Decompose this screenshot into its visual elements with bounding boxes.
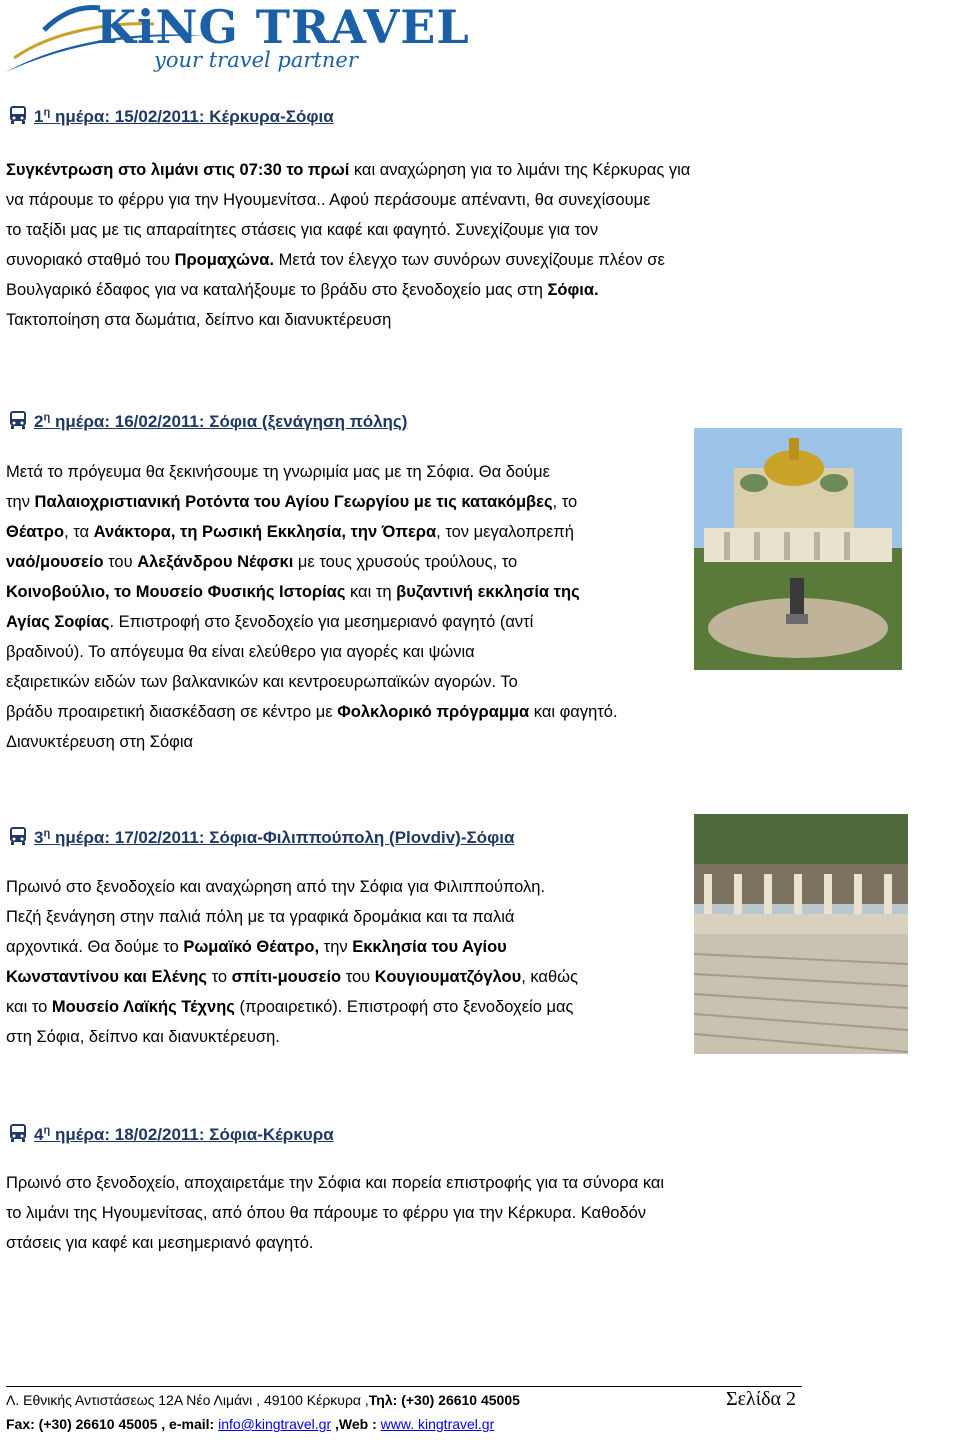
fax-text: Fax: (+30) 26610 45005 , e-mail: [6,1416,219,1432]
highlight: Αλεξάνδρου Νέφσκι [137,553,294,571]
text-line: Πρωινό στο ξενοδοχείο, αποχαιρετάμε την Σόφια και πορεία επιστροφής για τα σύνορα και [6,1174,665,1192]
text-span: την [6,493,35,511]
text-line: εξαιρετικών ειδών των βαλκανικών και κεντροευρωπαϊκών αγορών. Το [6,673,518,691]
company-logo [4,0,474,80]
ordinal-suffix: η [43,411,51,424]
text-span: και αναχώρηση για το λιμάνι της Κέρκυρας για [349,161,691,179]
logo-tagline: your travel partner [154,48,358,72]
text-line: Μετά το πρόγευμα θα ξεκινήσουμε τη γνωριμία μας με τη Σόφια. Θα δούμε [6,463,550,481]
text-line: το λιμάνι της Ηγουμενίτσας, από όπου θα πάρουμε το φέρρυ για την Κέρκυρα. Καθοδόν [6,1204,647,1222]
text-span: , το [552,493,578,511]
highlight: Θέατρο [6,523,65,541]
highlight: Κωνσταντίνου και Ελένης [6,968,207,986]
address-text: Λ. Εθνικής Αντιστάσεως 12Α Νέο Λιμάνι , 49100 Κέρκυρα , [6,1392,369,1408]
tel-text: Τηλ: (+30) 26610 45005 [368,1392,520,1408]
ordinal-suffix: η [43,1124,51,1137]
text-line: στάσεις για καφέ και μεσημεριανό φαγητό. [6,1234,314,1252]
highlight: Μουσείο Λαϊκής Τέχνης [51,998,235,1016]
text-span: συνοριακό σταθμό του [6,251,175,269]
highlight: σπίτι-μουσείο [231,968,342,986]
bus-icon [8,826,28,846]
text-span: βράδυ προαιρετική διασκέδαση σε κέντρο με [6,703,338,721]
day-3-heading [8,826,514,848]
text-span: , καθώς [521,968,578,986]
highlight: Σόφια. [547,281,599,299]
highlight: ναό/μουσείο [6,553,104,571]
text-span: (προαιρετικό). Επιστροφή στο ξενοδοχείο μας [234,998,574,1016]
text-span: το [206,968,232,986]
text-span: του [341,968,375,986]
highlight: Κουγιουματζόγλου [374,968,522,986]
highlight: Φολκλορικό πρόγραμμα [337,703,530,721]
bus-icon [8,410,28,430]
text-span: την [319,938,353,956]
day-title: ημέρα: 15/02/2011: Κέρκυρα-Σόφια [54,107,334,126]
text-span: του [103,553,138,571]
bus-icon [8,105,28,125]
roman-theatre-image [694,814,908,1054]
day-3-text [6,872,678,1052]
day-title: ημέρα: 16/02/2011: Σόφια (ξενάγηση πόλης) [54,412,408,431]
email-link[interactable]: info@kingtravel.gr [218,1416,332,1432]
text-line: βραδινού). Το απόγευμα θα είναι ελεύθερο για αγορές και ψώνια [6,643,475,661]
text-span: Μετά τον έλεγχο των συνόρων συνεχίζουμε πλέον σε [274,251,665,269]
highlight: βυζαντινή εκκλησία της [396,583,580,601]
bus-icon [8,1123,28,1143]
sofia-photo [694,428,902,670]
highlight: Συγκέντρωση στο λιμάνι στις 07:30 το πρωί [6,161,350,179]
highlight: Εκκλησία του Αγίου [352,938,507,956]
text-line: Πεζή ξενάγηση στην παλιά πόλη με τα γραφικά δρομάκια και τα παλιά [6,908,515,926]
ordinal-suffix: η [43,106,51,119]
day-ordinal: 2 [34,412,44,431]
web-label: ,Web : [331,1416,381,1432]
sofia-cathedral-image [694,428,902,670]
day-2-text [6,457,680,697]
highlight: Ανάκτορα, τη Ρωσική Εκκλησία, την Όπερα [93,523,437,541]
text-line: στη Σόφια, δείπνο και διανυκτέρευση. [6,1028,280,1046]
day-ordinal: 3 [34,828,44,847]
footer-address [6,1392,520,1408]
day-4-heading [8,1123,334,1145]
logo-title: KiNG TRAVEL [96,0,470,54]
ordinal-suffix: η [43,827,51,840]
text-line: Τακτοποίηση στα δωμάτια, δείπνο και διανυκτέρευση [6,311,392,329]
day-title: ημέρα: 17/02/2011: Σόφια-Φιλιππούπολη (Plovdiv)-Σόφια [54,828,515,847]
highlight: Κοινοβούλιο, το Μουσείο Φυσικής Ιστορίας [6,583,346,601]
highlight: Προμαχώνα. [174,251,274,269]
day-title: ημέρα: 18/02/2011: Σόφια-Κέρκυρα [54,1125,334,1144]
text-span: Βουλγαρικό έδαφος για να καταλήξουμε το βράδυ στο ξενοδοχείο μας στη [6,281,548,299]
text-line: το ταξίδι μας με τις απαραίτητες στάσεις για καφέ και φαγητό. Συνεχίζουμε για τον [6,221,599,239]
text-span: και φαγητό. [529,703,618,721]
plovdiv-photo [694,814,908,1054]
highlight: Παλαιοχριστιανική Ροτόντα του Αγίου Γεωργίου με τις κατακόμβες [34,493,553,511]
text-span: , τον μεγαλοπρεπή [436,523,574,541]
day-2-heading [8,410,407,432]
day-4-text [6,1168,806,1258]
text-span: και το [6,998,52,1016]
text-span: . Επιστροφή στο ξενοδοχείο για μεσημεριανό φαγητό (αντί [109,613,534,631]
text-span: και τη [345,583,397,601]
highlight: Ρωμαϊκό Θέατρο, [183,938,320,956]
highlight: Αγίας Σοφίας [6,613,110,631]
footer-divider [6,1386,802,1387]
day-ordinal: 1 [34,107,44,126]
day-ordinal: 4 [34,1125,44,1144]
footer-contact [6,1416,494,1432]
text-line: Διανυκτέρευση στη Σόφια [6,733,194,751]
text-span: με τους χρυσούς τρούλους, το [293,553,518,571]
website-link[interactable]: www. kingtravel.gr [380,1416,495,1432]
text-line: Πρωινό στο ξενοδοχείο και αναχώρηση από την Σόφια για Φιλιππούπολη. [6,878,546,896]
day-2-text-cont [6,697,802,757]
text-line: να πάρουμε το φέρρυ για την Ηγουμενίτσα.. Αφού περάσουμε απέναντι, θα συνεχίσουμε [6,191,651,209]
day-1-text [6,155,802,335]
text-span: , τα [64,523,94,541]
page-number: Σελίδα 2 [726,1388,797,1410]
day-1-heading [8,105,334,127]
text-span: αρχοντικά. Θα δούμε το [6,938,184,956]
